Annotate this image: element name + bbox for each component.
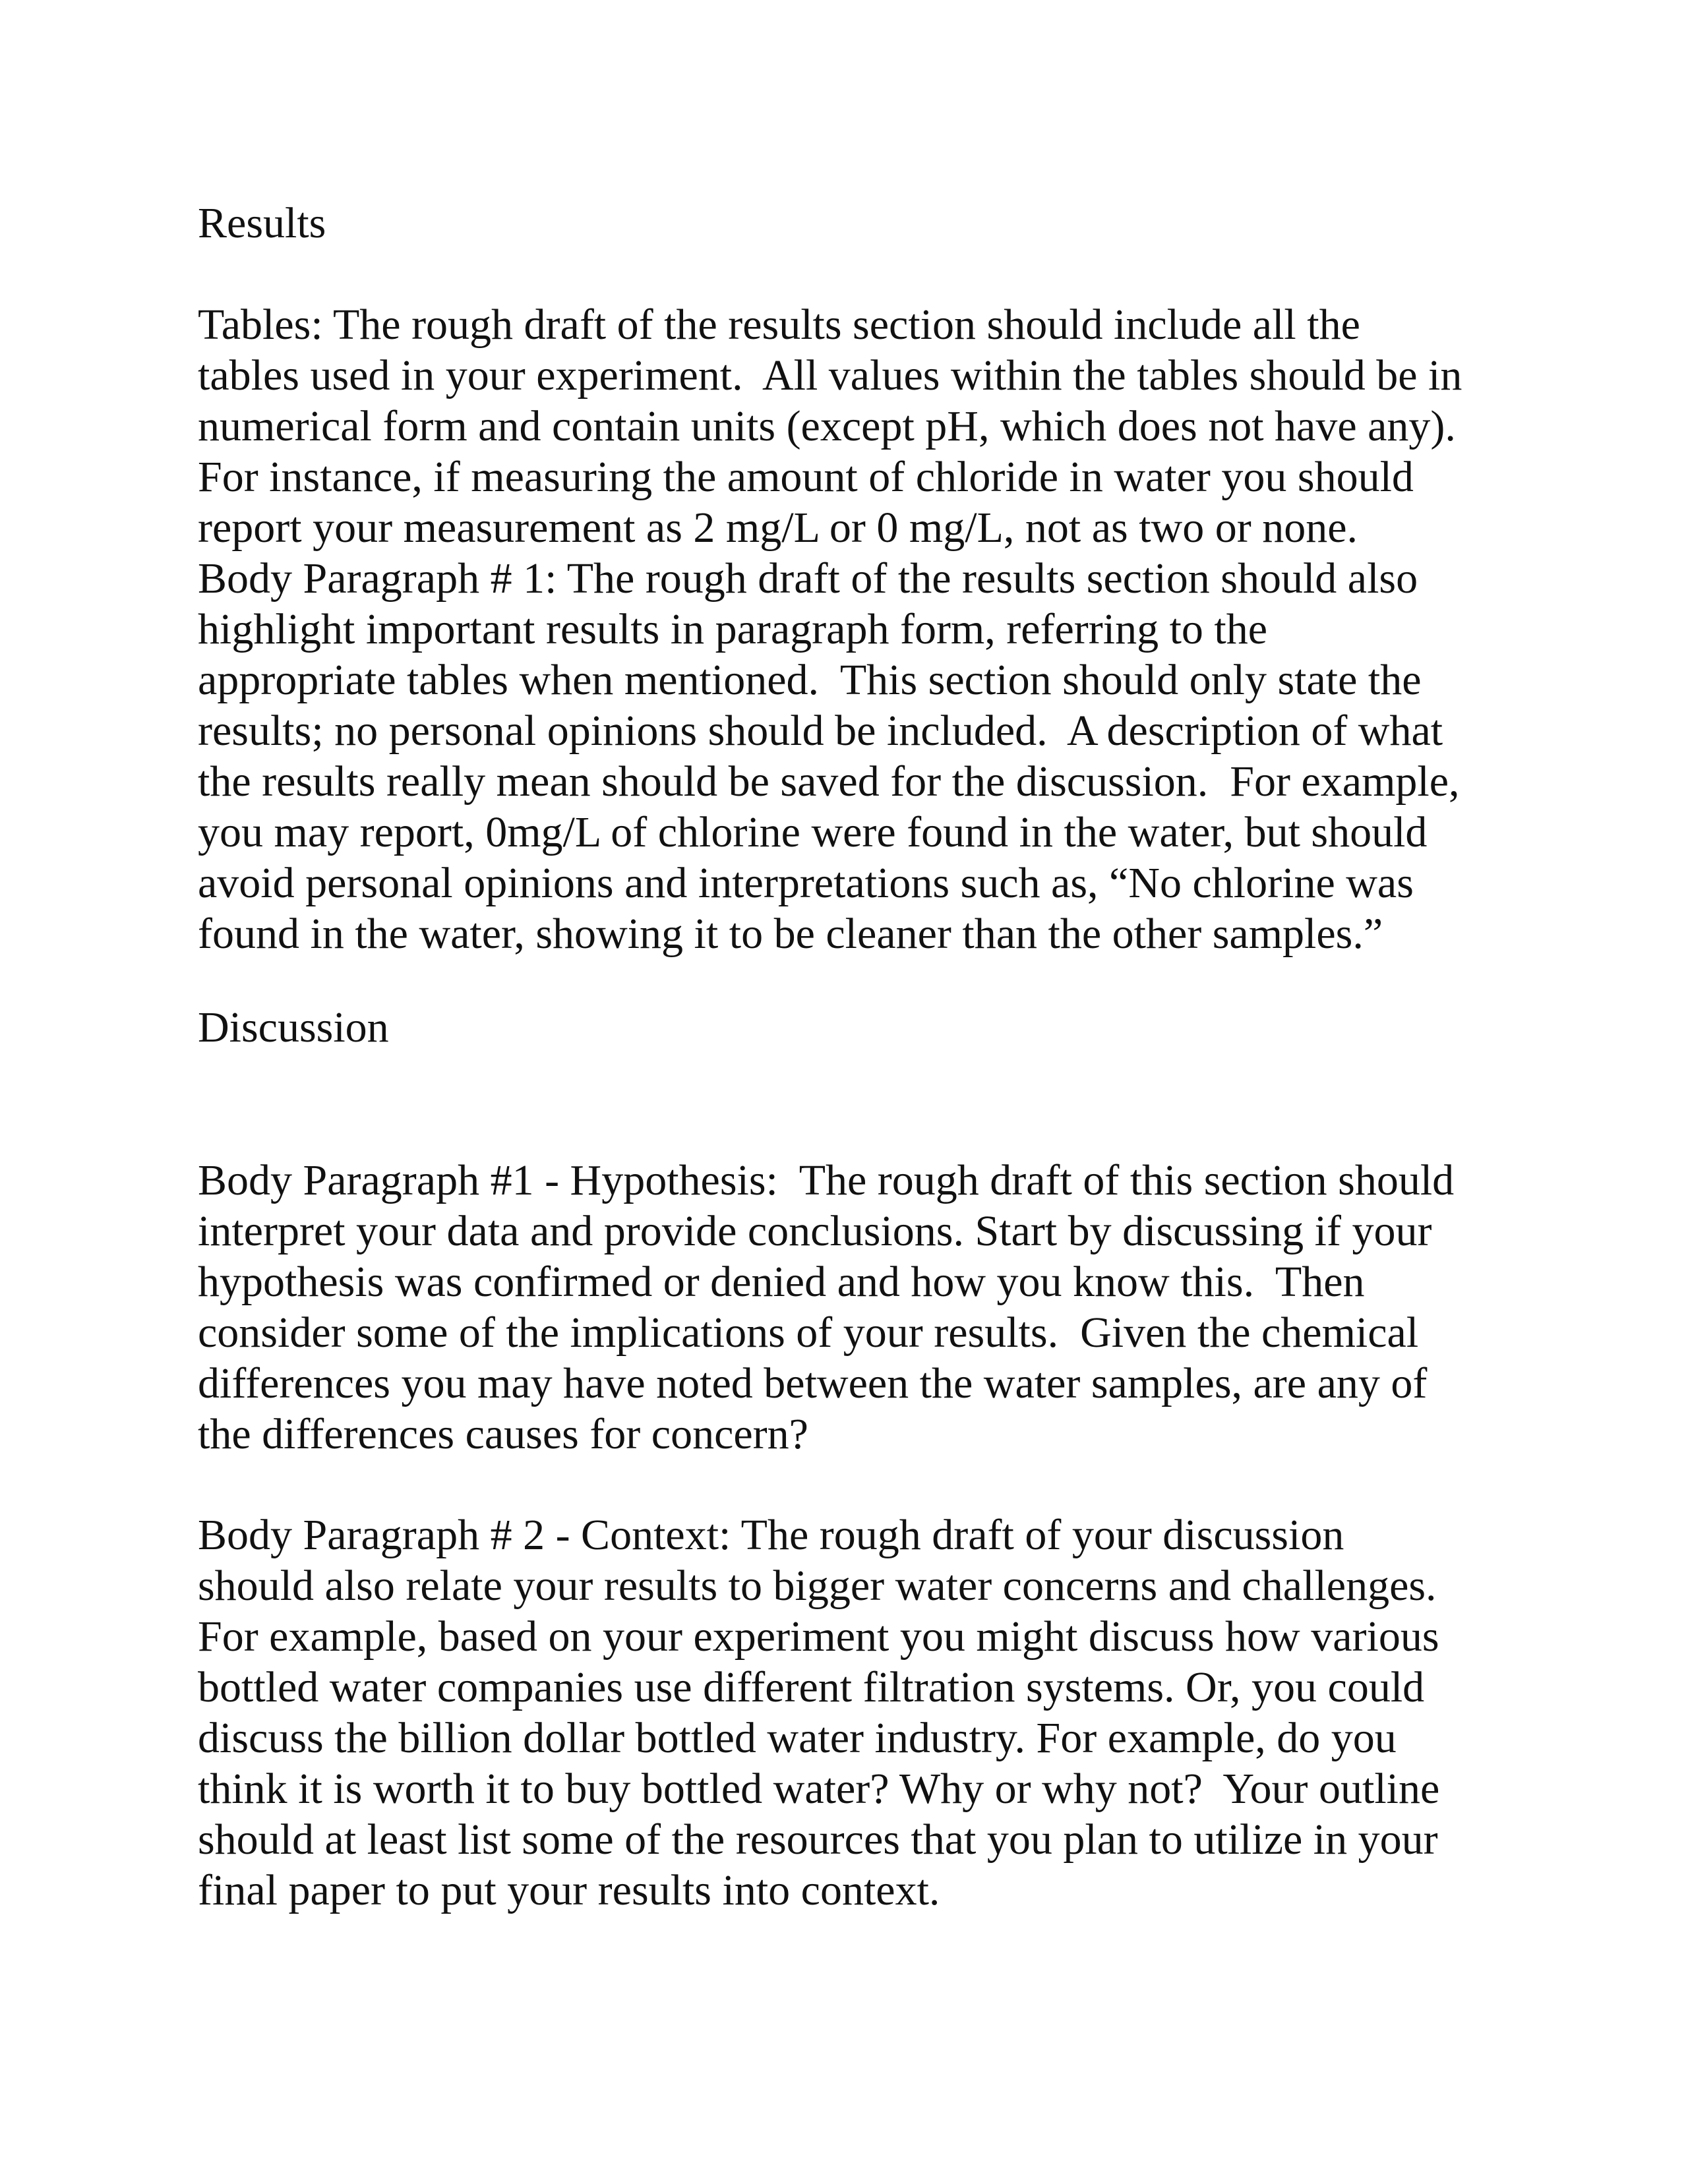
text-line: Tables: The rough draft of the results section should include all the (198, 301, 1360, 349)
text-line: final paper to put your results into context. (198, 1866, 940, 1914)
text-line: highlight important results in paragraph form, referring to the (198, 605, 1268, 653)
results-heading (198, 198, 1530, 249)
text-line: Body Paragraph #1 - Hypothesis: The rough draft of this section should (198, 1156, 1455, 1204)
text-line: should also relate your results to bigger water concerns and challenges. (198, 1562, 1437, 1610)
text-line: tables used in your experiment. All values within the tables should be in (198, 351, 1462, 399)
text-line: For instance, if measuring the amount of chloride in water you should (198, 453, 1414, 501)
text-line: the differences causes for concern? (198, 1410, 808, 1458)
text-line: consider some of the implications of your results. Given the chemical (198, 1309, 1419, 1357)
text-line: think it is worth it to buy bottled water? Why or why not? Your outline (198, 1765, 1440, 1813)
text-line: avoid personal opinions and interpretations such as, “No chlorine was (198, 859, 1414, 907)
text-line: Body Paragraph # 2 - Context: The rough draft of your discussion (198, 1511, 1344, 1559)
text-line: Body Paragraph # 1: The rough draft of the results section should also (198, 554, 1418, 603)
text-line: differences you may have noted between the water samples, are any of (198, 1359, 1428, 1407)
text-line: the results really mean should be saved for the discussion. For example, (198, 757, 1460, 806)
discussion-paragraph-hypothesis (198, 1155, 1530, 1460)
text-line: you may report, 0mg/L of chlorine were found in the water, but should (198, 808, 1428, 856)
heading-text: Results (198, 199, 326, 247)
text-line: bottled water companies use different filtration systems. Or, you could (198, 1663, 1425, 1711)
discussion-paragraph-context (198, 1510, 1530, 1916)
discussion-heading (198, 1002, 1530, 1053)
text-line: report your measurement as 2 mg/L or 0 mg/L, not as two or none. (198, 504, 1358, 552)
text-line: appropriate tables when mentioned. This section should only state the (198, 656, 1422, 704)
text-line: discuss the billion dollar bottled water industry. For example, do you (198, 1714, 1397, 1762)
text-line: interpret your data and provide conclusions. Start by discussing if your (198, 1207, 1432, 1255)
text-line: numerical form and contain units (except pH, which does not have any). (198, 402, 1456, 450)
text-line: found in the water, showing it to be cleaner than the other samples.” (198, 910, 1383, 958)
text-line: results; no personal opinions should be included. A description of what (198, 707, 1443, 755)
text-line: should at least list some of the resources that you plan to utilize in your (198, 1815, 1438, 1864)
heading-text: Discussion (198, 1003, 389, 1051)
text-line: hypothesis was confirmed or denied and how you know this. Then (198, 1258, 1365, 1306)
results-paragraph (198, 299, 1530, 959)
text-line: For example, based on your experiment you might discuss how various (198, 1612, 1439, 1661)
